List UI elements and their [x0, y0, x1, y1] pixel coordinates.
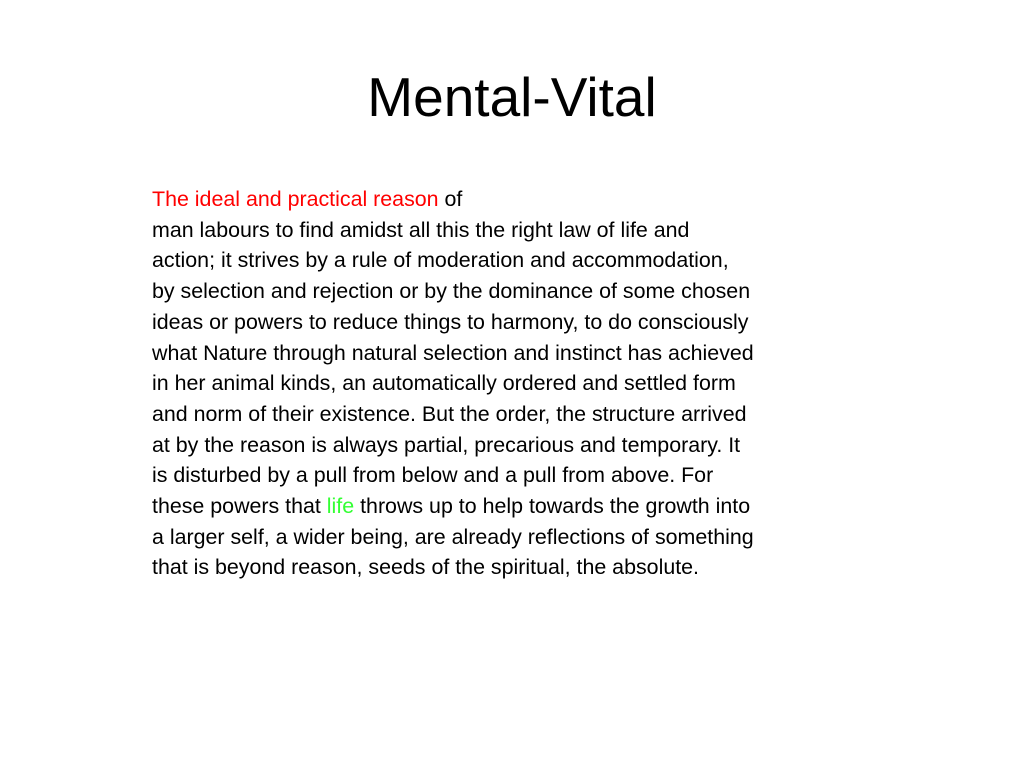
body-line-6: what Nature through natural selection and instinct has achieved — [152, 340, 754, 365]
body-line-7: in her animal kinds, an automatically ordered and settled form — [152, 371, 736, 396]
slide-title: Mental-Vital — [367, 66, 657, 128]
body-line-8: and norm of their existence. But the order, the structure arrived — [152, 401, 747, 426]
highlight-ideal-practical-reason: The ideal and practical reason — [152, 187, 439, 211]
body-line-11 — [152, 491, 892, 522]
body-line-3: action; it strives by a rule of moderation and accommodation, — [152, 248, 729, 273]
body-line-9: at by the reason is always partial, precarious and temporary. It — [152, 432, 741, 457]
body-line-5: ideas or powers to reduce things to harmony, to do consciously — [152, 309, 749, 334]
body-line-1-rest: of — [438, 187, 463, 211]
slide-body-text — [152, 184, 892, 583]
body-line-4: by selection and rejection or by the dominance of some chosen — [152, 279, 751, 304]
body-line-11-before: these powers that — [152, 494, 327, 519]
body-line-10: is disturbed by a pull from below and a pull from above. For — [152, 463, 714, 488]
highlight-life: life — [326, 494, 355, 519]
body-line-1 — [152, 184, 892, 215]
body-line-12: a larger self, a wider being, are already reflections of something — [152, 524, 754, 549]
body-line-2: man labours to find amidst all this the right law of life and — [152, 217, 690, 242]
body-line-11-after: throws up to help towards the growth into — [354, 494, 751, 519]
body-line-13: that is beyond reason, seeds of the spiritual, the absolute. — [152, 555, 699, 580]
